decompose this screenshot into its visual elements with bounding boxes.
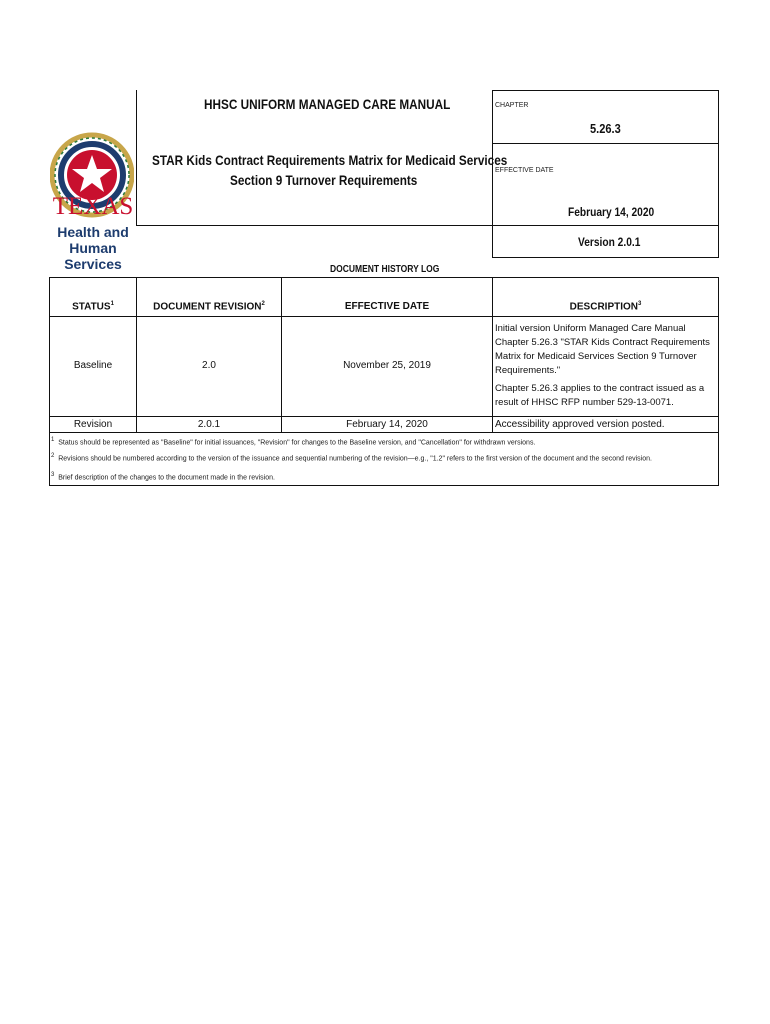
header-chapter-divider [492, 143, 719, 144]
row1-description-p2: Chapter 5.26.3 applies to the contract issued as a result of HHSC RFP number 529-13-0071. [495, 383, 705, 408]
column-header-effective-date: EFFECTIVE DATE [344, 301, 430, 312]
row2-status: Revision [73, 419, 113, 430]
row2-effective-date: February 14, 2020 [346, 419, 428, 430]
row1-revision: 2.0 [202, 360, 216, 371]
header-version-bottom [492, 257, 719, 258]
table-row1-bottom [49, 416, 719, 417]
doc-title-line1: STAR Kids Contract Requirements Matrix for Medicaid Services [152, 152, 508, 168]
version-value: Version 2.0.1 [578, 235, 641, 249]
column-header-status: STATUS$^1$ [72, 301, 114, 313]
manual-title: HHSC UNIFORM MANAGED CARE MANUAL [204, 96, 451, 112]
history-title: DOCUMENT HISTORY LOG [330, 264, 440, 275]
table-header-bottom [49, 316, 719, 317]
logo-agency-line2: Services [64, 256, 122, 272]
header-vline-mid [492, 90, 493, 258]
footnote-2: $^2$ Revisions should be numbered according to the version of the issuance and sequential numbering of the revision—e.g., "1.2" refers to the first version of the document and the second revision. [51, 453, 652, 463]
table-bottom [49, 485, 719, 486]
logo-agency-name [48, 224, 138, 272]
header-vline-right [718, 90, 719, 258]
header-top-line [492, 90, 719, 91]
header-vline-left [136, 90, 137, 226]
column-header-description: DESCRIPTION$^3$ [569, 301, 642, 313]
chapter-value: 5.26.3 [590, 121, 621, 136]
effective-date-value: February 14, 2020 [568, 205, 655, 219]
logo-texas-wordmark: TEXAS [52, 193, 134, 220]
effective-date-label: EFFECTIVE DATE [495, 167, 554, 174]
logo-agency-line1: Health and Human [57, 224, 129, 256]
column-header-revision: DOCUMENT REVISION$^2$ [153, 301, 265, 313]
doc-title-line2: Section 9 Turnover Requirements [230, 172, 418, 188]
row1-description-p1: Initial version Uniform Managed Care Manual Chapter 5.26.3 "STAR Kids Contract Requirements Matrix for Medicaid Services Section 9 Turnover Requirements." [495, 323, 710, 376]
row2-revision: 2.0.1 [197, 419, 221, 430]
table-top [49, 277, 719, 278]
row2-description: Accessibility approved version posted. [495, 419, 665, 430]
chapter-label: CHAPTER [495, 102, 529, 109]
row1-status: Baseline [73, 360, 113, 371]
table-row2-bottom [49, 432, 719, 433]
header-bottom-line [136, 225, 719, 226]
footnote-3: $^3$ Brief description of the changes to the document made in the revision. [51, 472, 275, 482]
row1-effective-date: November 25, 2019 [343, 360, 431, 371]
footnote-1: $^1$ Status should be represented as "Baseline" for initial issuances, "Revision" for changes to the Baseline version, and "Cancellation" for withdrawn versions. [51, 437, 536, 447]
